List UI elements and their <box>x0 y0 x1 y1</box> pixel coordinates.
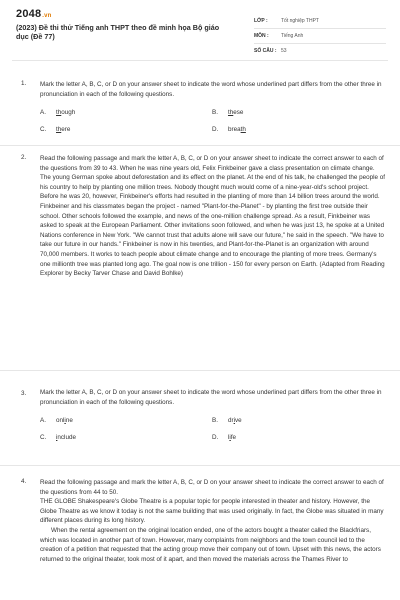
option-word <box>228 417 242 424</box>
option-a[interactable] <box>40 417 212 424</box>
meta-value: Tốt nghiệp THPT <box>281 18 319 24</box>
question-3 <box>0 371 400 466</box>
option-letter: C. <box>40 434 47 442</box>
question-prompt: Read the following passage and mark the letter A, B, C, or D on your answer sheet to indicate the correct answer to each of the questions from 44 to 50. <box>40 479 384 496</box>
word-part: brea <box>228 126 241 134</box>
passage-paragraph-1: THE GLOBE Shakespeare's Globe Theatre is a popular topic for people interested in theater and history. However, the Globe Theatre as we know it today is not the same building that was used originally. In fact, the Globe was situated in many different places during its long history. <box>40 498 384 525</box>
underlined-part: th <box>56 109 62 117</box>
meta-row-count <box>254 44 386 58</box>
underlined-part: th <box>228 109 234 117</box>
passage-paragraph-2: When the rental agreement on the original location ended, one of the actors bought a theater called the Blackfriars, which was located in another part of town. However, many complaints from neighbors and the town council led to the creation of a petition that requested that the acting group move their company out of town. Upset with this news, the actors returned to the original theater, took most of it apart, and then moved the materials across the Thames River to <box>40 526 381 563</box>
question-prompt: Mark the letter A, B, C, or D on your answer sheet to indicate the word whose underlined part differs from the other three in pronunciation in each of the following questions. <box>40 389 382 406</box>
question-number: 1. <box>21 80 27 87</box>
option-b[interactable] <box>212 109 372 116</box>
word-part: ne <box>65 417 73 425</box>
option-d[interactable] <box>212 434 372 441</box>
word-part: ve <box>235 417 242 425</box>
question-passage: Read the following passage and mark the letter A, B, C, or D on your answer sheet to indicate the correct answer to each of the questions from 39 to 43. When he was nine years old, Felix Finkbeiner gave a class presentation on climate change. The young German spoke about deforestation and its effect on the planet. At the end of his talk, he challenged the people of his country to help by planting one million trees. Nobody thought much would come of a nine-year-old's school project. Before he was 20, however, Finkbeiner's efforts had resulted in the planting of more than 14 billion trees around the world. Finkbeiner and his classmates began the project - named "Plant-for-the-Planet" - by planting the first tree outside their school. Other schools followed the example, and news of the one-million challenge spread. As a result, Finkbeiner was asked to speak at the European Parliament. Other invitations soon followed, and when he was just 13, he spoke at a United Nations conference in New York. "We cannot trust that adults alone will save our future," he said in the speech. "We have to take our future in our hands." Finkbeiner is now in his twenties, and Plant-for-the-Planet is an organization with around 70,000 members. It works to teach people about climate change and to encourage the planting of more trees. Germany's one millionth tree was planted long ago. The goal now is one trillion - 150 for every person on Earth. (Adapted from Reading Explorer by Becky Tarver Chase and David Bohlke) <box>40 155 386 278</box>
underlined-part: th <box>56 126 62 134</box>
question-number: 3. <box>21 390 27 397</box>
underlined-part: i <box>229 434 231 442</box>
word-part: fe <box>230 434 237 442</box>
logo-sub: .vn <box>42 13 52 19</box>
option-letter: D. <box>212 434 219 442</box>
option-letter: B. <box>212 109 218 117</box>
word-part: ough <box>61 109 76 117</box>
option-word <box>56 417 73 424</box>
exam-meta-table <box>254 14 386 58</box>
option-b[interactable] <box>212 417 372 424</box>
option-word <box>56 434 76 441</box>
option-a[interactable] <box>40 109 212 116</box>
option-d[interactable] <box>212 126 372 133</box>
page-header <box>0 0 400 60</box>
option-word <box>56 109 75 116</box>
answer-options <box>40 109 386 133</box>
question-body <box>40 478 386 564</box>
question-number: 4. <box>21 478 27 485</box>
meta-value: 53 <box>281 48 287 54</box>
word-part: ese <box>233 109 244 117</box>
option-letter: A. <box>40 417 46 425</box>
option-letter: D. <box>212 126 219 134</box>
underlined-part: i <box>64 417 66 425</box>
question-4 <box>0 466 400 572</box>
word-part: nclude <box>57 434 76 442</box>
question-1 <box>0 61 400 146</box>
option-word <box>228 109 243 116</box>
option-letter: C. <box>40 126 47 134</box>
meta-label: LỚP : <box>254 18 268 24</box>
option-word <box>228 126 246 133</box>
option-word <box>56 126 70 133</box>
option-c[interactable] <box>40 434 212 441</box>
option-letter: B. <box>212 417 218 425</box>
question-number: 2. <box>21 154 27 161</box>
word-part: dr <box>228 417 234 425</box>
underlined-part: i <box>56 434 58 442</box>
answer-options <box>40 417 386 441</box>
underlined-part: th <box>240 126 246 134</box>
meta-row-grade <box>254 14 386 29</box>
word-part: l <box>228 434 230 442</box>
option-word <box>228 434 236 441</box>
option-c[interactable] <box>40 126 212 133</box>
logo-main: 2048 <box>16 8 42 20</box>
option-letter: A. <box>40 109 46 117</box>
word-part: onl <box>56 417 65 425</box>
meta-label: MÔN : <box>254 33 269 39</box>
meta-value: Tiếng Anh <box>281 33 304 39</box>
question-2 <box>0 146 400 371</box>
exam-title: (2023) Đề thi thử Tiếng anh THPT theo đề minh họa Bộ giáo dục (Đề 77) <box>16 23 220 42</box>
question-prompt: Mark the letter A, B, C, or D on your answer sheet to indicate the word whose underlined part differs from the other three in pronunciation in each of the following questions. <box>40 81 382 98</box>
meta-row-subject <box>254 29 386 44</box>
underlined-part: i <box>233 417 236 425</box>
word-part: ere <box>61 126 71 134</box>
meta-label: SỐ CÂU : <box>254 48 277 54</box>
